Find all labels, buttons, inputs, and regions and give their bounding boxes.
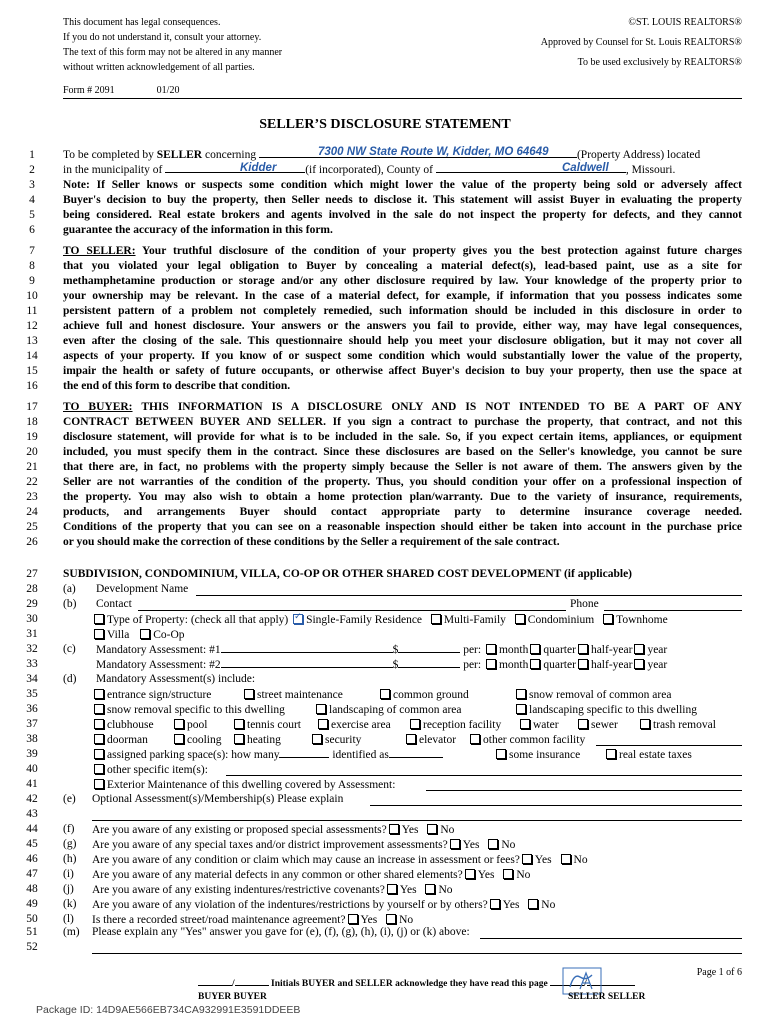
no-checkbox[interactable]: [488, 839, 498, 849]
line-number: 47: [26, 868, 38, 880]
townhome-checkbox[interactable]: [603, 614, 613, 624]
line-number: 9: [29, 275, 35, 287]
line-number: 22: [26, 476, 38, 488]
package-id: Package ID: 14D9AE566EB734CA932991E3591DDEEB: [36, 1004, 301, 1016]
explain-yes-field[interactable]: [480, 938, 742, 939]
landscaping-dwelling-checkbox[interactable]: [516, 704, 526, 714]
paragraph-line: your ownership may be relevant. In the case of a material defect, for example, if information that you possess indicates some: [63, 290, 742, 302]
question-j: Are you aware of any existing indentures/restrictive covenants? Yes No: [92, 884, 453, 896]
line-number: 45: [26, 838, 38, 850]
paragraph-line: Seller are not warranties of the condition of the property. Thus, you should condition your offer on a professional inspection of: [63, 476, 742, 488]
copyright-line: ©ST. LOUIS REALTORS®: [628, 17, 742, 28]
sewer-checkbox[interactable]: [578, 719, 588, 729]
copyright-line: To be used exclusively by REALTORS®: [577, 57, 742, 68]
line-number: 30: [26, 613, 38, 625]
yes-checkbox[interactable]: [450, 839, 460, 849]
phone-field[interactable]: [604, 610, 742, 611]
paragraph-line: impair the health or safety of future occupants, or otherwise affect Buyer's decision to buy your property, then use the space at: [63, 365, 742, 377]
some-insurance-checkbox[interactable]: [496, 749, 506, 759]
line-number: 18: [26, 416, 38, 428]
initials-line: / Initials BUYER and SELLER acknowledge they have read this page /: [198, 979, 635, 989]
question-letter: (i): [63, 868, 74, 880]
question-letter: (h): [63, 853, 77, 865]
explain-yes-line[interactable]: [92, 953, 742, 954]
security-checkbox[interactable]: [312, 734, 322, 744]
assessment-2: Mandatory Assessment: #2 $ per: month quarter half-year year: [96, 659, 668, 671]
line-number: 26: [26, 536, 38, 548]
paragraph-line: that there are, in fact, no problems with the property simply because the Seller is not aware of them. The answers given by the: [63, 461, 742, 473]
no-checkbox[interactable]: [427, 824, 437, 834]
line-2: in the municipality of (if incorporated), County of , Missouri.: [63, 164, 676, 176]
line-number: 39: [26, 748, 38, 760]
line-number: 10: [26, 290, 38, 302]
section-label: TO SELLER:: [63, 245, 136, 257]
parking-checkbox[interactable]: [94, 749, 104, 759]
question-i: Are you aware of any material defects in any common or other shared elements? Yes No: [92, 869, 531, 881]
page-number: Page 1 of 6: [696, 967, 742, 978]
line-number: 36: [26, 703, 38, 715]
clubhouse-checkbox[interactable]: [94, 719, 104, 729]
assessment-includes: Mandatory Assessment(s) include:: [96, 673, 256, 685]
line-number: 27: [26, 568, 38, 580]
line-number: 43: [26, 808, 38, 820]
line-number: 44: [26, 823, 38, 835]
question-k: Are you aware of any violation of the indentures/restrictions by yourself or by others? Yes No: [92, 899, 556, 911]
paragraph-line: CONTRACT BETWEEN BUYER AND SELLER. If you sign a contract to purchase the property, that contract, and not this: [63, 416, 742, 428]
legal-line: The text of this form may not be altered in any manner: [63, 47, 283, 58]
line-number: 34: [26, 673, 38, 685]
half-year-checkbox[interactable]: [578, 659, 588, 669]
line-number: 24: [26, 506, 38, 518]
multi-family-checkbox[interactable]: [431, 614, 441, 624]
question-g: Are you aware of any special taxes and/or district improvement assessments? Yes No: [92, 839, 516, 851]
note-text: Note: If Seller knows or suspects some condition which might lower the value of the property being sold or adversely affect: [63, 179, 742, 191]
line-number: 35: [26, 688, 38, 700]
line-number: 21: [26, 461, 38, 473]
line-number: 20: [26, 446, 38, 458]
no-checkbox[interactable]: [503, 869, 513, 879]
section-label: TO BUYER:: [63, 401, 133, 413]
line-number: 28: [26, 583, 38, 595]
other-specific-checkbox[interactable]: [94, 764, 104, 774]
paragraph-line: methamphetamine production or storage and/or any other disclosure required by law. Your knowledge of the property prior to: [63, 275, 742, 287]
other-specific-field[interactable]: [226, 775, 742, 776]
paragraph-line: TO SELLER: Your truthful disclosure of the condition of your property gives you the best protection against future charges: [63, 245, 743, 257]
contact-field[interactable]: [138, 610, 566, 611]
assessment-1: Mandatory Assessment: #1 $ per: month quarter half-year year: [96, 644, 668, 656]
header-divider: [63, 98, 742, 99]
snow-removal-dwelling-checkbox[interactable]: [94, 704, 104, 714]
line-number: 16: [26, 380, 38, 392]
exterior-maintenance-checkbox[interactable]: [94, 779, 104, 789]
landscaping-common-checkbox[interactable]: [316, 704, 326, 714]
line-number: 23: [26, 491, 38, 503]
line-number: 50: [26, 913, 38, 925]
yes-checkbox[interactable]: [465, 869, 475, 879]
question-l: Is there a recorded street/road maintenance agreement? Yes No: [92, 914, 414, 926]
buyer-labels: BUYER BUYER: [198, 992, 267, 1002]
exterior-maintenance-field[interactable]: [426, 790, 742, 791]
development-name-field[interactable]: [196, 595, 742, 596]
elevator-checkbox[interactable]: [406, 734, 416, 744]
yes-checkbox[interactable]: [522, 854, 532, 864]
other-common-facility-checkbox[interactable]: [470, 734, 480, 744]
no-checkbox[interactable]: [386, 914, 396, 924]
line-number: 7: [29, 245, 35, 257]
question-letter: (f): [63, 823, 75, 835]
line-number: 41: [26, 778, 38, 790]
entrance-sign-checkbox[interactable]: [94, 689, 104, 699]
co-op-checkbox[interactable]: [140, 629, 150, 639]
note-text: Buyer's decision to buy the property, then Seller needs to disclose it. This statement will assist Buyer in evaluating the property: [63, 194, 742, 206]
line-number: 3: [29, 179, 35, 191]
line-number: 11: [26, 305, 38, 317]
explain-yes-label: Please explain any "Yes" answer you gave for (e), (f), (g), (h), (i), (j) or (k) above:: [92, 926, 470, 938]
tennis-court-checkbox[interactable]: [234, 719, 244, 729]
single-family-checkbox[interactable]: [293, 614, 303, 624]
yes-checkbox[interactable]: [389, 824, 399, 834]
yes-checkbox[interactable]: [348, 914, 358, 924]
line-number: 15: [26, 365, 38, 377]
legal-line: without written acknowledgement of all parties.: [63, 62, 255, 73]
line-number: 5: [29, 209, 35, 221]
subdivision-heading: SUBDIVISION, CONDOMINIUM, VILLA, CO-OP OR OTHER SHARED COST DEVELOPMENT (if applicable): [63, 568, 633, 580]
line-number: 1: [29, 149, 35, 161]
line-number: 40: [26, 763, 38, 775]
paragraph-line: even after the closing of the sale. This questionnaire should help you meet your disclosure obligation, but it may not cover all: [63, 335, 742, 347]
month-checkbox[interactable]: [486, 659, 496, 669]
villa-checkbox[interactable]: [94, 629, 104, 639]
common-ground-checkbox[interactable]: [380, 689, 390, 699]
note-text: being considered. Real estate brokers and agents involved in the sale do not inspect the property for defects, and they cannot: [63, 209, 742, 221]
line-number: 12: [26, 320, 38, 332]
line-number: 32: [26, 643, 38, 655]
line-number: 37: [26, 718, 38, 730]
seller-labels: SELLER SELLER: [568, 992, 646, 1002]
line-number: 42: [26, 793, 38, 805]
year-checkbox[interactable]: [634, 659, 644, 669]
line-number: 17: [26, 401, 38, 413]
line-number: 13: [26, 335, 38, 347]
line-number: 46: [26, 853, 38, 865]
optional-assessment-label: Optional Assessment(s)/Membership(s) Please explain: [92, 793, 344, 805]
street-maintenance-checkbox[interactable]: [244, 689, 254, 699]
line-number: 31: [26, 628, 38, 640]
paragraph-line: included, you must specify them in the contract. Since these disclosures are based on the Seller's knowledge, you cannot be sure: [63, 446, 742, 458]
paragraph-line: disclosure statement, will provide for what is to be included in the sale. So, if you expect certain items, appliances, or equipment: [63, 431, 742, 443]
month-checkbox[interactable]: [486, 644, 496, 654]
question-letter: (g): [63, 838, 77, 850]
copyright-notice: [541, 15, 742, 70]
line-number: 49: [26, 898, 38, 910]
line-number: 2: [29, 164, 35, 176]
contact-label: Contact: [96, 598, 132, 610]
type-of-property: Type of Property: (check all that apply) ✓ Single-Family Residence Multi-Family Condominium Townhome: [92, 613, 742, 626]
question-letter: (l): [63, 913, 74, 925]
legal-line: This document has legal consequences.: [63, 17, 221, 28]
item-a: (a): [63, 583, 76, 595]
line-number: 25: [26, 521, 38, 533]
no-checkbox[interactable]: [528, 899, 538, 909]
paragraph-line: TO BUYER: THIS INFORMATION IS A DISCLOSURE ONLY AND IS NOT INTENDED TO BE A PART OF ANY: [63, 401, 742, 413]
property-address-field[interactable]: 7300 NW State Route W, Kidder, MO 64649: [318, 146, 549, 158]
checkbox[interactable]: [94, 614, 104, 624]
paragraph-line: the end of this form to describe that condition.: [63, 380, 291, 392]
line-number: 33: [26, 658, 38, 670]
note-text: guarantee the accuracy of the information in this form.: [63, 224, 333, 236]
half-year-checkbox[interactable]: [578, 644, 588, 654]
cooling-checkbox[interactable]: [174, 734, 184, 744]
legal-notice: [63, 15, 282, 75]
doorman-checkbox[interactable]: [94, 734, 104, 744]
snow-removal-common-checkbox[interactable]: [516, 689, 526, 699]
explain-line[interactable]: [92, 820, 742, 821]
condominium-checkbox[interactable]: [515, 614, 525, 624]
no-checkbox[interactable]: [561, 854, 571, 864]
line-number: 6: [29, 224, 35, 236]
paragraph-line: aspects of your property. If you know of or suspect some condition which would substantially lower the value of the property,: [63, 350, 742, 362]
line-number: 48: [26, 883, 38, 895]
reception-facility-checkbox[interactable]: [410, 719, 420, 729]
pool-checkbox[interactable]: [174, 719, 184, 729]
quarter-checkbox[interactable]: [530, 659, 540, 669]
line-number: 8: [29, 260, 35, 272]
paragraph-line: the property. You may also wish to obtain a home protection plan/warranty. Due to the variety of insurance, requirements,: [63, 491, 742, 503]
phone-label: Phone: [570, 598, 599, 610]
line-number: 4: [29, 194, 35, 206]
question-letter: (j): [63, 883, 74, 895]
paragraph-line: or you should make the correction of these conditions by the Seller a requirement of the sale contract.: [63, 536, 560, 548]
line-number: 38: [26, 733, 38, 745]
initials-stamp-icon: [562, 967, 602, 995]
no-checkbox[interactable]: [425, 884, 435, 894]
municipality-field[interactable]: Kidder: [240, 162, 277, 174]
paragraph-line: products, and arrangements Buyer should contact appropriate party to determine insurance coverage needed.: [63, 506, 742, 518]
paragraph-line: persistent pattern of a problem not completely remedied, such information should be included in this disclosure in order to: [63, 305, 742, 317]
line-number: 29: [26, 598, 38, 610]
yes-checkbox[interactable]: [490, 899, 500, 909]
form-number: Form # 2091 01/20: [63, 85, 180, 96]
trash-removal-checkbox[interactable]: [640, 719, 650, 729]
line-number: 14: [26, 350, 38, 362]
page-title: SELLER’S DISCLOSURE STATEMENT: [259, 117, 511, 132]
heating-checkbox[interactable]: [234, 734, 244, 744]
line-number: 19: [26, 431, 38, 443]
county-field[interactable]: Caldwell: [562, 162, 609, 174]
paragraph-line: that you violated your legal obligation to Buyer by concealing a material defect(s), lead-based paint, use as a site for: [63, 260, 742, 272]
year-checkbox[interactable]: [634, 644, 644, 654]
question-f: Are you aware of any existing or proposed special assessments? Yes No: [92, 824, 455, 836]
question-h: Are you aware of any condition or claim which may cause an increase in assessment or fees? Yes No: [92, 854, 588, 866]
copyright-line: Approved by Counsel for St. Louis REALTORS®: [540, 37, 742, 48]
line-number: 51: [26, 926, 38, 938]
real-estate-taxes-checkbox[interactable]: [606, 749, 616, 759]
water-checkbox[interactable]: [520, 719, 530, 729]
line-1: To be completed by SELLER concerning (Property Address) located: [63, 149, 701, 161]
paragraph-line: achieve full and honest disclosure. Your answers or the answers you fail to provide, either way, may have legal consequences,: [63, 320, 742, 332]
optional-assessment-field[interactable]: [370, 805, 742, 806]
quarter-checkbox[interactable]: [530, 644, 540, 654]
paragraph-line: Conditions of the property that you can see on a reasonable inspection should either be taken into account in the purchase price: [63, 521, 742, 533]
exercise-area-checkbox[interactable]: [318, 719, 328, 729]
legal-line: If you do not understand it, consult your attorney.: [63, 32, 262, 43]
other-common-facility-field[interactable]: [596, 745, 742, 746]
yes-checkbox[interactable]: [387, 884, 397, 894]
line-number: 52: [26, 941, 38, 953]
question-letter: (k): [63, 898, 77, 910]
